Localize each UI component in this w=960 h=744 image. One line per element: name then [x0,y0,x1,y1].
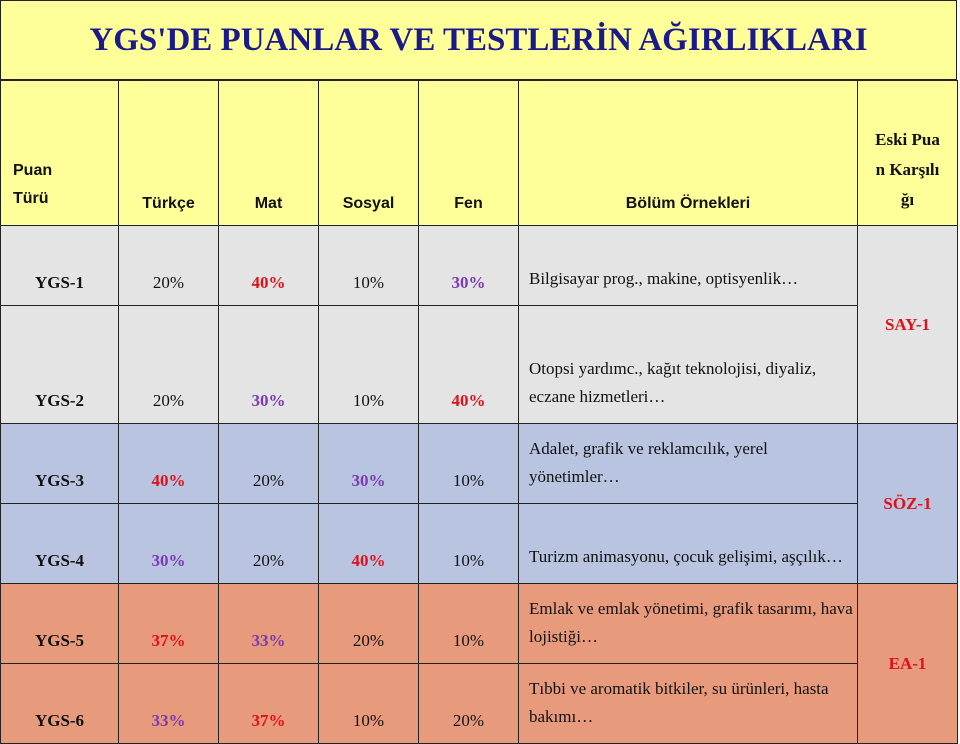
cell-sosyal: 10% [319,664,419,744]
cell-sosyal: 30% [319,424,419,504]
cell-bolum: Adalet, grafik ve reklamcılık, yerel yönetimler… [519,424,858,504]
cell-bolum: Tıbbi ve aromatik bitkiler, su ürünleri, hasta bakımı… [519,664,858,744]
header-row [1,81,958,226]
table-row [1,226,958,306]
table-row [1,504,958,584]
cell-turkce: 33% [119,664,219,744]
row-name: YGS-2 [1,306,119,424]
cell-mat: 20% [219,504,319,584]
header-mat: Mat [219,81,319,226]
cell-sosyal: 40% [319,504,419,584]
row-name: YGS-4 [1,504,119,584]
cell-bolum: Bilgisayar prog., makine, optisyenlik… [519,226,858,306]
header-turkce: Türkçe [119,81,219,226]
cell-fen: 10% [419,584,519,664]
row-name: YGS-6 [1,664,119,744]
header-eski: Eski Puan Karşılığı [858,81,958,226]
cell-sosyal: 10% [319,226,419,306]
cell-mat: 40% [219,226,319,306]
table-row [1,306,958,424]
page-title: YGS'DE PUANLAR VE TESTLERİN AĞIRLIKLARI [89,21,868,58]
cell-bolum: Otopsi yardımc., kağıt teknolojisi, diyaliz, eczane hizmetleri… [519,306,858,424]
cell-turkce: 37% [119,584,219,664]
cell-mat: 30% [219,306,319,424]
cell-turkce: 20% [119,306,219,424]
group-label-ea: EA-1 [858,584,958,744]
cell-turkce: 40% [119,424,219,504]
table-row [1,664,958,744]
cell-bolum: Turizm animasyonu, çocuk gelişimi, aşçılık… [519,504,858,584]
header-fen: Fen [419,81,519,226]
cell-turkce: 20% [119,226,219,306]
cell-mat: 33% [219,584,319,664]
table-row [1,584,958,664]
table-row [1,424,958,504]
cell-turkce: 30% [119,504,219,584]
cell-sosyal: 20% [319,584,419,664]
group-label-say: SAY-1 [858,226,958,424]
weights-table [0,80,958,744]
header-puan-turu: Puan Türü [1,81,119,226]
row-name: YGS-3 [1,424,119,504]
cell-fen: 20% [419,664,519,744]
cell-fen: 30% [419,226,519,306]
cell-fen: 40% [419,306,519,424]
title-bar [0,0,957,80]
header-sosyal: Sosyal [319,81,419,226]
cell-mat: 37% [219,664,319,744]
cell-fen: 10% [419,424,519,504]
row-name: YGS-1 [1,226,119,306]
group-label-soz: SÖZ-1 [858,424,958,584]
cell-mat: 20% [219,424,319,504]
cell-sosyal: 10% [319,306,419,424]
header-bolum: Bölüm Örnekleri [519,81,858,226]
row-name: YGS-5 [1,584,119,664]
cell-bolum: Emlak ve emlak yönetimi, grafik tasarımı, hava lojistiği… [519,584,858,664]
cell-fen: 10% [419,504,519,584]
